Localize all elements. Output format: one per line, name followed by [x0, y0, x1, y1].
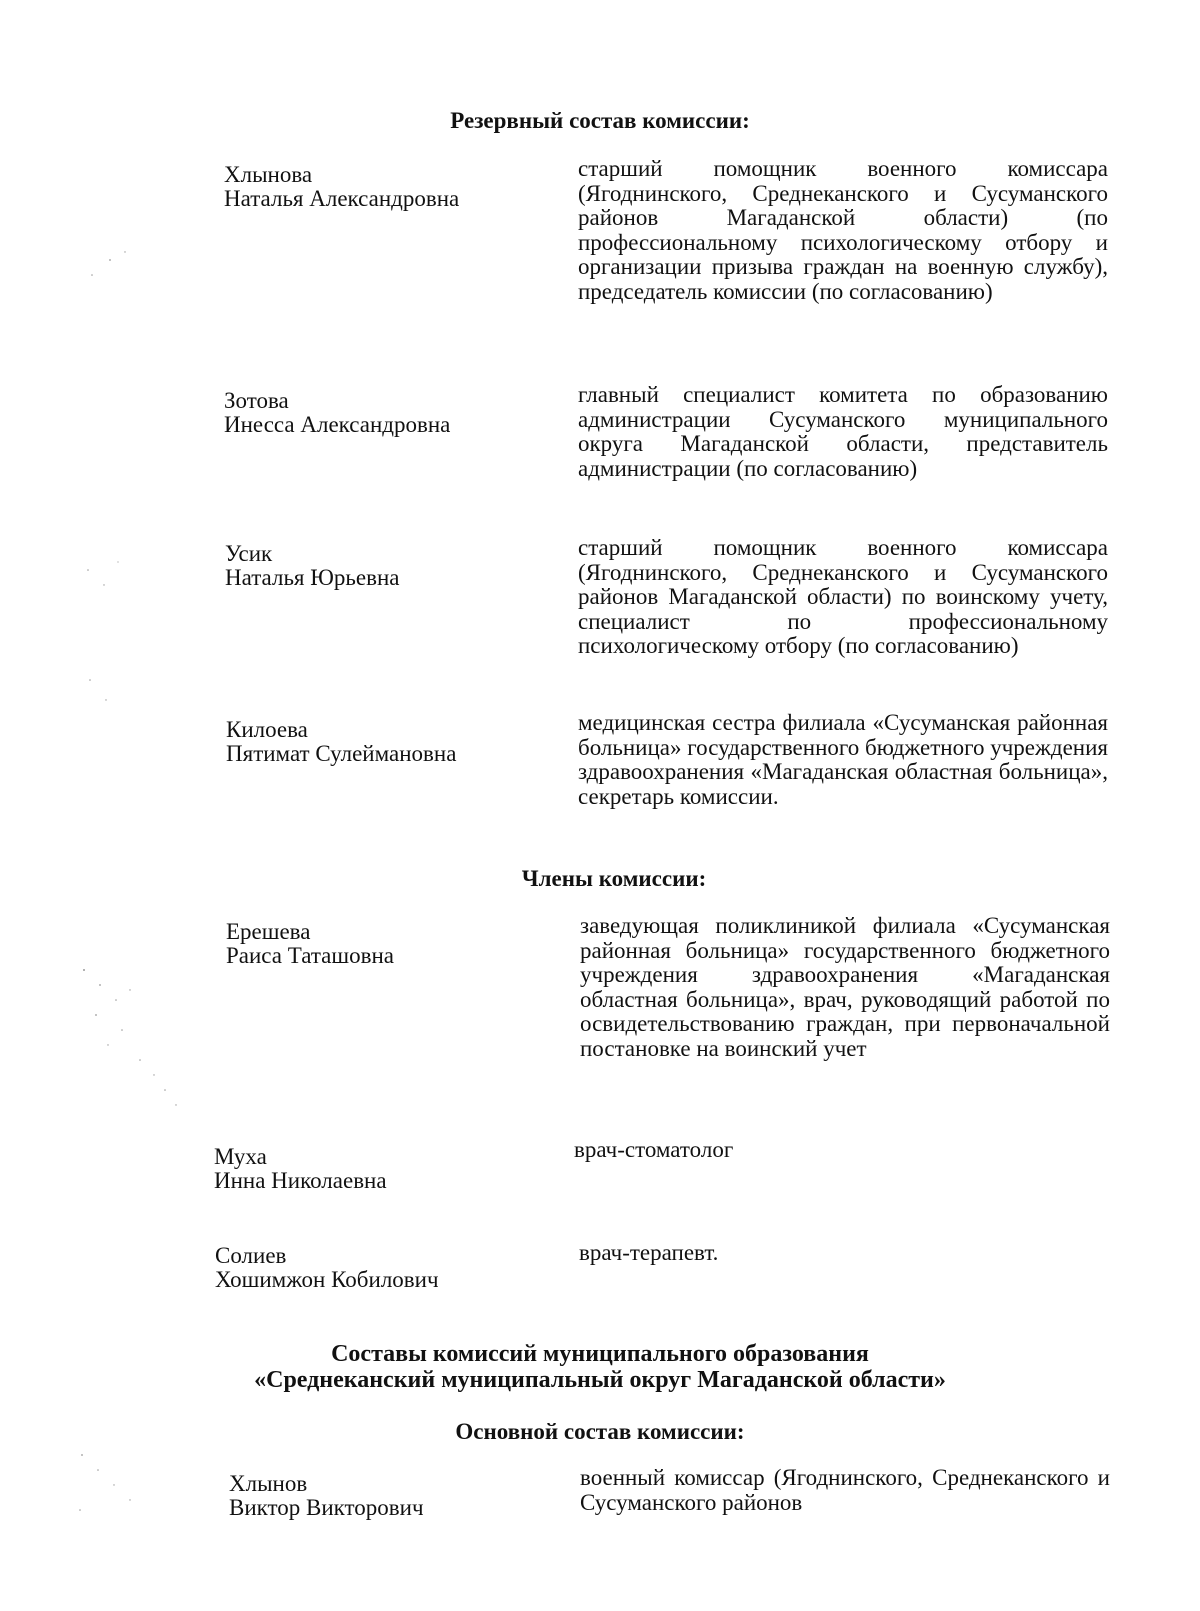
member-role: главный специалист комитета по образованию администрации Сусуманского муниципального округа Магаданской области, представитель администрации (по согласованию): [578, 382, 1108, 481]
member-name: Ерешева Раиса Таташовна: [226, 919, 394, 968]
member-role: заведующая поликлиникой филиала «Сусуманская районная больница» государственного бюджетного учреждения здравоохранения «Магаданская областная больница», врач, руководящий работой по освидетельствованию граждан, при первоначальной постановке на воинский учет: [580, 913, 1110, 1061]
member-name: Хлынов Виктор Викторович: [229, 1471, 424, 1520]
section-heading: Составы комиссий муниципального образования «Среднеканский муниципальный округ Магаданской области»: [254, 1341, 946, 1393]
scan-noise: [70, 200, 190, 1550]
main-composition-heading: Основной состав комиссии:: [455, 1419, 745, 1444]
member-name: Килоева Пятимат Сулеймановна: [226, 717, 457, 766]
member-role: врач-стоматолог: [574, 1137, 734, 1162]
member-name: Зотова Инесса Александровна: [224, 388, 451, 437]
member-name: Солиев Хошимжон Кобилович: [215, 1243, 439, 1292]
member-name: Хлынова Наталья Александровна: [224, 162, 460, 211]
member-role: военный комиссар (Ягоднинского, Среднеканского и Сусуманского районов: [580, 1465, 1110, 1515]
members-heading: Члены комиссии:: [521, 866, 707, 891]
reserve-heading: Резервный состав комиссии:: [450, 108, 750, 133]
member-role: старший помощник военного комиссара (Ягоднинского, Среднеканского и Сусуманского районов Магаданской области) по воинскому учету, специалист по профессиональному психологическому отбору (по согласованию): [578, 535, 1108, 658]
member-name: Муха Инна Николаевна: [214, 1144, 387, 1193]
member-name: Усик Наталья Юрьевна: [225, 541, 400, 590]
member-role: медицинская сестра филиала «Сусуманская районная больница» государственного бюджетного учреждения здравоохранения «Магаданская областная больница», секретарь комиссии.: [578, 710, 1108, 809]
member-role: старший помощник военного комиссара (Ягоднинского, Среднеканского и Сусуманского районов Магаданской области) (по профессиональному психологическому отбору и организации призыва граждан на военную службу), председатель комиссии (по согласованию): [578, 156, 1108, 304]
member-role: врач-терапевт.: [579, 1240, 719, 1265]
